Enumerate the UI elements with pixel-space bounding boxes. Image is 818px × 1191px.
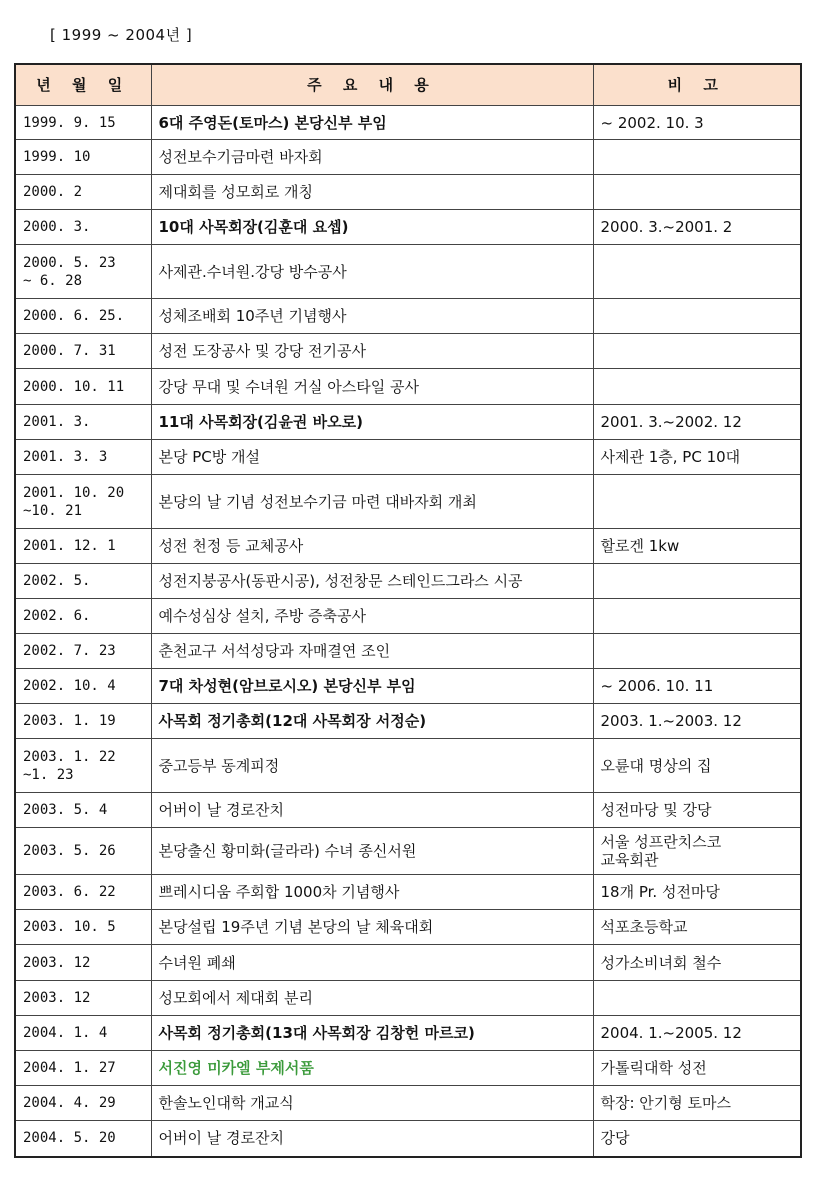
date-cell: 2002. 6. xyxy=(15,599,151,634)
table-row xyxy=(15,245,801,299)
note-cell: 2004. 1.~2005. 12 xyxy=(593,1016,801,1051)
content-cell: 한솔노인대학 개교식 xyxy=(151,1086,593,1121)
date-cell: 2003. 1. 19 xyxy=(15,704,151,739)
content-cell: 본당의 날 기념 성전보수기금 마련 대바자회 개최 xyxy=(151,475,593,529)
table-row xyxy=(15,210,801,245)
date-cell: 2002. 10. 4 xyxy=(15,669,151,704)
note-cell xyxy=(593,981,801,1016)
note-cell: ~ 2002. 10. 3 xyxy=(593,106,801,140)
content-cell: 서진영 미카엘 부제서품 xyxy=(151,1051,593,1086)
content-cell: 11대 사목회장(김윤권 바오로) xyxy=(151,405,593,440)
table-body xyxy=(15,106,801,1157)
date-cell: 2000. 6. 25. xyxy=(15,299,151,334)
note-cell: 2003. 1.~2003. 12 xyxy=(593,704,801,739)
table-row xyxy=(15,634,801,669)
table-row xyxy=(15,599,801,634)
note-cell: 2000. 3.~2001. 2 xyxy=(593,210,801,245)
date-cell: 2002. 7. 23 xyxy=(15,634,151,669)
table-row xyxy=(15,828,801,875)
content-cell: 제대회를 성모회로 개칭 xyxy=(151,175,593,210)
date-cell: 2003. 1. 22 ~1. 23 xyxy=(15,739,151,793)
date-cell: 2000. 10. 11 xyxy=(15,369,151,405)
note-cell: 성전마당 및 강당 xyxy=(593,793,801,828)
header-content: 주 요 내 용 xyxy=(151,64,593,106)
date-cell: 2003. 5. 4 xyxy=(15,793,151,828)
note-cell: 성가소비녀회 철수 xyxy=(593,945,801,981)
note-cell: 서울 성프란치스코 교육회관 xyxy=(593,828,801,875)
table-row xyxy=(15,1086,801,1121)
date-cell: 2001. 10. 20 ~10. 21 xyxy=(15,475,151,529)
table-row xyxy=(15,981,801,1016)
note-cell: 18개 Pr. 성전마당 xyxy=(593,875,801,910)
content-cell: 사목회 정기총회(13대 사목회장 김창헌 마르코) xyxy=(151,1016,593,1051)
note-cell: 할로겐 1kw xyxy=(593,529,801,564)
content-cell: 성체조배회 10주년 기념행사 xyxy=(151,299,593,334)
table-row xyxy=(15,106,801,140)
content-cell: 성전보수기금마련 바자회 xyxy=(151,140,593,175)
note-cell xyxy=(593,140,801,175)
table-row xyxy=(15,875,801,910)
content-cell: 강당 무대 및 수녀원 거실 아스타일 공사 xyxy=(151,369,593,405)
table-row xyxy=(15,529,801,564)
content-cell: 성전 천정 등 교체공사 xyxy=(151,529,593,564)
note-cell xyxy=(593,599,801,634)
date-cell: 2002. 5. xyxy=(15,564,151,599)
table-row xyxy=(15,910,801,945)
table-row xyxy=(15,475,801,529)
note-cell: 가톨릭대학 성전 xyxy=(593,1051,801,1086)
note-cell: 강당 xyxy=(593,1121,801,1157)
content-cell: 10대 사목회장(김훈대 요셉) xyxy=(151,210,593,245)
date-cell: 2001. 3. 3 xyxy=(15,440,151,475)
table-row xyxy=(15,564,801,599)
content-cell: 어버이 날 경로잔치 xyxy=(151,1121,593,1157)
date-cell: 2004. 1. 27 xyxy=(15,1051,151,1086)
table-row xyxy=(15,140,801,175)
note-cell xyxy=(593,334,801,369)
table-row xyxy=(15,1016,801,1051)
note-cell xyxy=(593,369,801,405)
table-row xyxy=(15,405,801,440)
note-cell xyxy=(593,299,801,334)
date-cell: 2004. 4. 29 xyxy=(15,1086,151,1121)
content-cell: 어버이 날 경로잔치 xyxy=(151,793,593,828)
content-cell: 본당설립 19주년 기념 본당의 날 체육대회 xyxy=(151,910,593,945)
table-row xyxy=(15,334,801,369)
content-cell: 본당 PC방 개설 xyxy=(151,440,593,475)
date-cell: 2003. 12 xyxy=(15,981,151,1016)
date-cell: 2003. 10. 5 xyxy=(15,910,151,945)
note-cell: 오륜대 명상의 집 xyxy=(593,739,801,793)
header-date: 년 월 일 xyxy=(15,64,151,106)
table-row xyxy=(15,1121,801,1157)
content-cell: 6대 주영돈(토마스) 본당신부 부임 xyxy=(151,106,593,140)
date-cell: 2000. 7. 31 xyxy=(15,334,151,369)
table-row xyxy=(15,369,801,405)
table-row xyxy=(15,793,801,828)
content-cell: 성전 도장공사 및 강당 전기공사 xyxy=(151,334,593,369)
content-cell: 사목회 정기총회(12대 사목회장 서정순) xyxy=(151,704,593,739)
page-title: [ 1999 ~ 2004년 ] xyxy=(50,26,193,44)
content-cell: 중고등부 동계피정 xyxy=(151,739,593,793)
table-row xyxy=(15,669,801,704)
table-row xyxy=(15,299,801,334)
note-cell: 2001. 3.~2002. 12 xyxy=(593,405,801,440)
history-table xyxy=(14,63,802,1158)
date-cell: 1999. 9. 15 xyxy=(15,106,151,140)
content-cell: 수녀원 폐쇄 xyxy=(151,945,593,981)
content-cell: 춘천교구 서석성당과 자매결연 조인 xyxy=(151,634,593,669)
content-cell: 쁘레시디움 주회합 1000차 기념행사 xyxy=(151,875,593,910)
date-cell: 2001. 3. xyxy=(15,405,151,440)
content-cell: 7대 차성현(암브로시오) 본당신부 부임 xyxy=(151,669,593,704)
date-cell: 2001. 12. 1 xyxy=(15,529,151,564)
table-row xyxy=(15,739,801,793)
table-row xyxy=(15,1051,801,1086)
content-cell: 사제관.수녀원.강당 방수공사 xyxy=(151,245,593,299)
date-cell: 2000. 2 xyxy=(15,175,151,210)
table-row xyxy=(15,440,801,475)
content-cell: 본당출신 황미화(글라라) 수녀 종신서원 xyxy=(151,828,593,875)
note-cell: 사제관 1층, PC 10대 xyxy=(593,440,801,475)
content-cell: 성모회에서 제대회 분리 xyxy=(151,981,593,1016)
note-cell xyxy=(593,634,801,669)
note-cell xyxy=(593,175,801,210)
date-cell: 2000. 5. 23 ~ 6. 28 xyxy=(15,245,151,299)
date-cell: 1999. 10 xyxy=(15,140,151,175)
note-cell: 석포초등학교 xyxy=(593,910,801,945)
table-row xyxy=(15,175,801,210)
content-cell: 예수성심상 설치, 주방 증축공사 xyxy=(151,599,593,634)
date-cell: 2004. 5. 20 xyxy=(15,1121,151,1157)
content-cell: 성전지붕공사(동판시공), 성전창문 스테인드그라스 시공 xyxy=(151,564,593,599)
table-row xyxy=(15,945,801,981)
note-cell xyxy=(593,564,801,599)
table-row xyxy=(15,704,801,739)
date-cell: 2004. 1. 4 xyxy=(15,1016,151,1051)
header-note: 비 고 xyxy=(593,64,801,106)
note-cell: 학장: 안기형 토마스 xyxy=(593,1086,801,1121)
date-cell: 2003. 12 xyxy=(15,945,151,981)
note-cell: ~ 2006. 10. 11 xyxy=(593,669,801,704)
note-cell xyxy=(593,245,801,299)
date-cell: 2003. 6. 22 xyxy=(15,875,151,910)
table-header-row xyxy=(15,64,801,106)
date-cell: 2000. 3. xyxy=(15,210,151,245)
note-cell xyxy=(593,475,801,529)
date-cell: 2003. 5. 26 xyxy=(15,828,151,875)
